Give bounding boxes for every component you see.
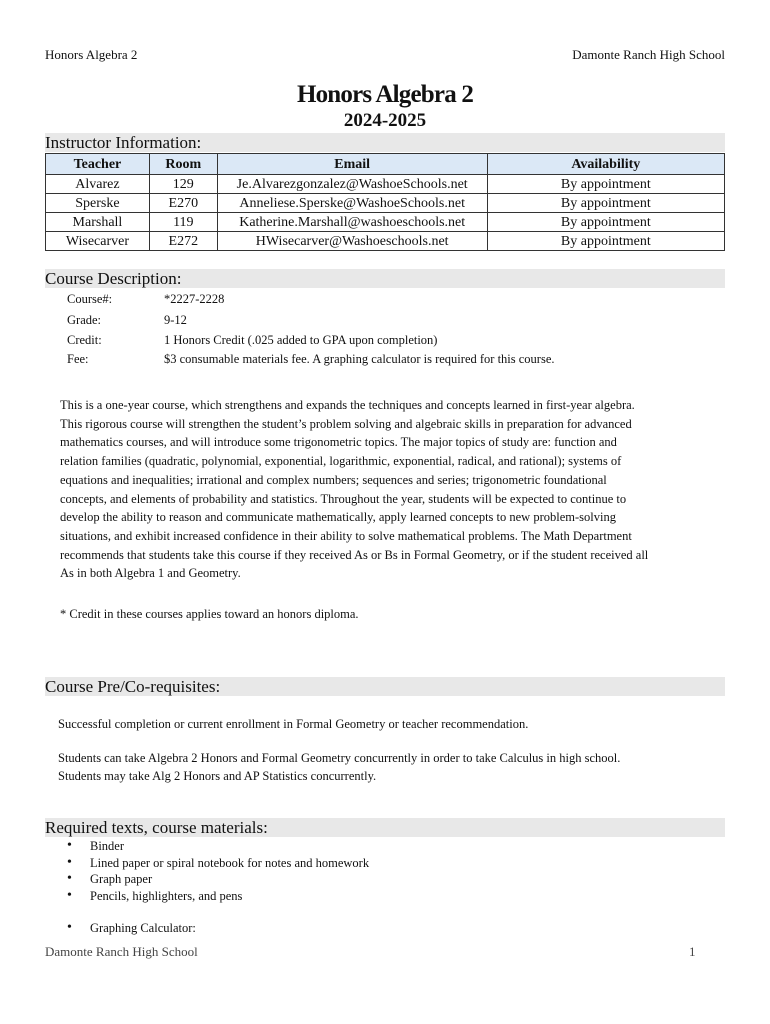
paragraph-line: equations and inequalities; irrational and complex numbers; sequences and series; trigonometric foundational — [60, 472, 607, 487]
teacher-cell: Marshall — [46, 213, 150, 232]
honors-credit-note: * Credit in these courses applies toward an honors diploma. — [60, 607, 359, 621]
teacher-cell: Wisecarver — [46, 232, 150, 251]
prereq-line: Successful completion or current enrollment in Formal Geometry or teacher recommendation. — [58, 717, 529, 731]
room-cell: 119 — [149, 213, 217, 232]
column-header: Room — [149, 154, 217, 175]
list-item: • Pencils, highlighters, and pens — [45, 888, 369, 905]
paragraph-line: mathematics courses, and will introduce some trigonometric topics. The major topics of study are: function and — [60, 435, 617, 450]
header-course: Honors Algebra 2 — [45, 47, 138, 62]
email-cell[interactable]: Katherine.Marshall@washoeschools.net — [217, 213, 487, 232]
availability-cell: By appointment — [487, 232, 724, 251]
availability-cell: By appointment — [487, 194, 724, 213]
email-cell[interactable]: Je.Alvarezgonzalez@WashoeSchools.net — [217, 175, 487, 194]
field-value: $3 consumable materials fee. A graphing calculator is required for this course. — [164, 352, 555, 366]
materials-heading: Required texts, course materials: — [45, 818, 725, 837]
paragraph-line: concepts, and elements of probability and statistics. Throughout the year, students will be expected to continue to — [60, 491, 627, 506]
instructor-table — [45, 153, 725, 251]
column-header: Teacher — [46, 154, 150, 175]
teacher-cell: Alvarez — [46, 175, 150, 194]
list-item: • Graphing Calculator: — [45, 920, 369, 937]
table-row — [46, 213, 725, 232]
teacher-cell: Sperske — [46, 194, 150, 213]
field-label: Fee: — [67, 352, 89, 366]
paragraph-line: recommends that students take this course if they received As or Bs in Formal Geometry, or if the student received all — [60, 547, 649, 562]
school-year: 2024-2025 — [343, 110, 427, 131]
instructor-heading: Instructor Information: — [45, 133, 725, 152]
table-header-row — [46, 154, 725, 175]
course-description-heading: Course Description: — [45, 269, 725, 288]
header-school: Damonte Ranch High School — [572, 47, 725, 62]
field-label: Credit: — [67, 333, 102, 347]
prereq-heading: Course Pre/Co-requisites: — [45, 677, 725, 696]
paragraph-line: develop the ability to reason and communicate mathematically, apply learned concepts to new problem-solving — [60, 510, 616, 525]
availability-cell: By appointment — [487, 213, 724, 232]
field-value: 1 Honors Credit (.025 added to GPA upon completion) — [164, 333, 438, 347]
column-header: Email — [217, 154, 487, 175]
field-label: Course#: — [67, 292, 113, 306]
list-item: • Binder — [45, 838, 369, 855]
course-description-paragraph — [60, 396, 725, 583]
page-number: 1 — [689, 944, 696, 959]
footer-school: Damonte Ranch High School — [45, 944, 198, 959]
email-cell[interactable]: HWisecarver@Washoeschools.net — [217, 232, 487, 251]
availability-cell: By appointment — [487, 175, 724, 194]
paragraph-line: As in both Algebra 1 and Geometry. — [60, 566, 241, 581]
room-cell: E272 — [149, 232, 217, 251]
paragraph-line: This rigorous course will strengthen the student’s problem solving and algebraic skills in preparation for advanced — [60, 416, 632, 431]
field-value: *2227-2228 — [164, 292, 225, 306]
field-value: 9-12 — [164, 313, 187, 327]
paragraph-line: This is a one-year course, which strengthens and expands the techniques and concepts learned in first-year algebra. — [60, 398, 635, 412]
room-cell: 129 — [149, 175, 217, 194]
paragraph-line: relation families (quadratic, polynomial, exponential, logarithmic, exponential, radical, and rational); systems of — [60, 454, 622, 469]
prereq-line: Students can take Algebra 2 Honors and Formal Geometry concurrently in order to take Calculus in high school. — [58, 751, 621, 765]
prereq-line: Students may take Alg 2 Honors and AP Statistics concurrently. — [58, 769, 377, 783]
table-row — [46, 232, 725, 251]
page-title: Honors Algebra 2 — [296, 81, 474, 108]
column-header: Availability — [487, 154, 724, 175]
list-item: • Graph paper — [45, 871, 369, 888]
paragraph-line: situations, and exhibit increased confidence in their ability to solve mathematical problems. The Math Department — [60, 528, 632, 543]
field-label: Grade: — [67, 313, 102, 327]
room-cell: E270 — [149, 194, 217, 213]
table-row — [46, 194, 725, 213]
materials-list — [45, 838, 369, 937]
table-row — [46, 175, 725, 194]
list-item: • Lined paper or spiral notebook for notes and homework — [45, 855, 369, 872]
email-cell[interactable]: Anneliese.Sperske@WashoeSchools.net — [217, 194, 487, 213]
